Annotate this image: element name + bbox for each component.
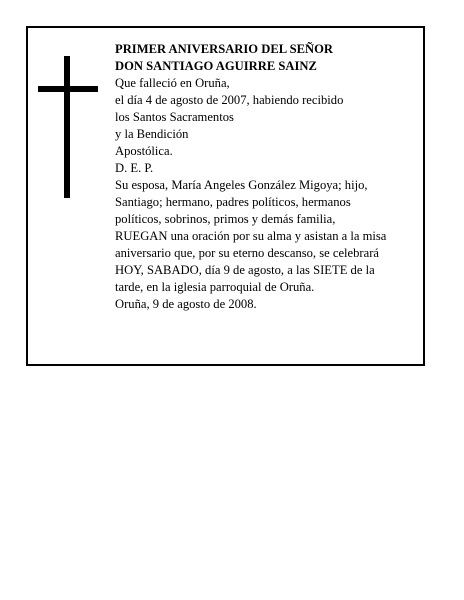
notice-line-2: el día 4 de agosto de 2007, habiendo recibido [115, 93, 344, 107]
cross-horizontal-bar [38, 86, 98, 92]
notice-line-6: D. E. P. [115, 161, 154, 175]
notice-line-10: RUEGAN una oración por su alma y asistan a la misa [115, 229, 387, 243]
notice-line-14: Oruña, 9 de agosto de 2008. [115, 297, 257, 311]
notice-line-13: tarde, en la iglesia parroquial de Oruña. [115, 280, 315, 294]
obituary-notice [26, 26, 425, 366]
notice-line-5: Apostólica. [115, 144, 173, 158]
notice-text [115, 41, 421, 313]
notice-heading-line-2: DON SANTIAGO AGUIRRE SAINZ [115, 59, 317, 73]
notice-line-8: Santiago; hermano, padres políticos, hermanos [115, 195, 351, 209]
notice-line-3: los Santos Sacramentos [115, 110, 234, 124]
notice-line-11: aniversario que, por su eterno descanso, se celebrará [115, 246, 380, 260]
notice-line-7: Su esposa, María Angeles González Migoya; hijo, [115, 178, 368, 192]
notice-line-4: y la Bendición [115, 127, 189, 141]
notice-line-1: Que falleció en Oruña, [115, 76, 230, 90]
notice-heading-line-1: PRIMER ANIVERSARIO DEL SEÑOR [115, 42, 333, 56]
notice-line-9: políticos, sobrinos, primos y demás familia, [115, 212, 336, 226]
cross-icon [38, 56, 98, 198]
notice-line-12: HOY, SABADO, día 9 de agosto, a las SIETE de la [115, 263, 375, 277]
cross-vertical-bar [64, 56, 70, 198]
